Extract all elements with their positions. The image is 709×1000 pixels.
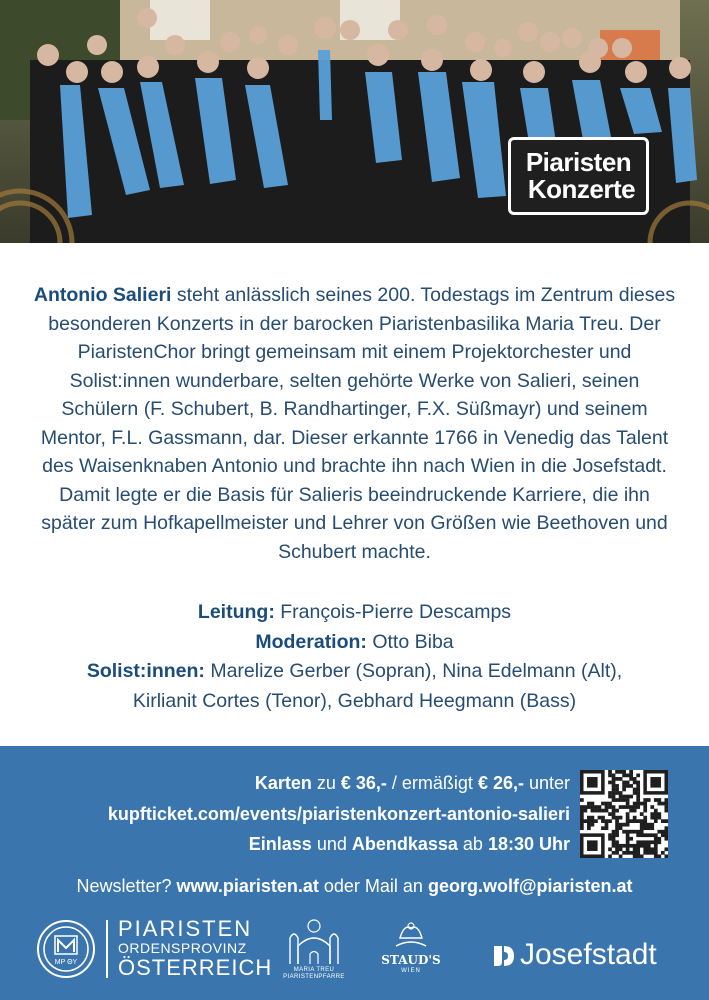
- leitung-value: François-Pierre Descamps: [274, 601, 512, 623]
- piaristen-seal-icon: [37, 920, 95, 978]
- josefstadt-wordmark: Josefstadt: [520, 938, 657, 971]
- intro-text: steht anlässlich seines 200. Todestags im Zentrum dieses besonderen Konzerts in der barocken Piaristenbasilika Maria Treu. Der PiaristenChor bringt gemeinsam mit einem Projektorchester und Solist:innen wunderbare, selten gehörte Werke von Salieri, seinen Schülern (F. Schubert, B. Randhartinger, F.X. Süßmayr) und seinem Mentor, F.L. Gassmann, dar. Dieser erkannte 1766 in Venedig das Talent des Waisenknaben Antonio und brachte ihn nach Wien in die Josefstadt. Damit legte er die Basis für Salieris beeindruckende Karriere, die ihn später zum Hofkapellmeister und Lehrer von Größen wie Beethoven und Schubert machte.: [40, 284, 676, 563]
- karten-under: unter: [523, 773, 570, 793]
- church-graphic: [282, 916, 346, 968]
- credits: [30, 598, 679, 716]
- ticket-footer: [0, 746, 709, 1000]
- einlass-label: Einlass: [248, 834, 312, 854]
- karten-label: Karten: [254, 773, 312, 793]
- seal-graphic: [39, 922, 93, 976]
- newsletter-prefix: Newsletter?: [76, 876, 177, 896]
- josefstadt-emblem-icon: [490, 942, 518, 970]
- qr-code-icon[interactable]: [580, 770, 668, 858]
- maria-treu-label: [276, 967, 352, 981]
- stauds-graphic: [386, 918, 436, 954]
- ticket-price-line: [108, 768, 570, 799]
- josefstadt-graphic: [490, 942, 518, 970]
- website-link[interactable]: www.piaristen.at: [176, 876, 319, 896]
- abendkassa-text: ab: [457, 834, 488, 854]
- email-link[interactable]: georg.wolf@piaristen.at: [427, 876, 633, 896]
- stauds-city: WIEN: [401, 968, 421, 974]
- credit-solisten: [30, 657, 679, 687]
- solisten-line-1: Marelize Gerber (Sopran), Nina Edelmann (Alt),: [204, 660, 623, 682]
- ticket-url-link[interactable]: kupfticket.com/events/piaristenkonzert-antonio-salieri: [107, 803, 570, 824]
- abendkassa-label: Abendkassa: [351, 834, 458, 854]
- newsletter-middle: oder Mail an: [318, 876, 428, 896]
- price-regular: € 36,-: [340, 773, 387, 793]
- brand-line-1: Piaristen: [525, 147, 632, 177]
- einlass-and: und: [311, 834, 352, 854]
- qr-code-graphic: [580, 770, 668, 858]
- maria-treu-line-2: PIARISTENPFARRE: [283, 974, 345, 980]
- logo-divider: [106, 920, 108, 978]
- seal-text: MP ΘY: [54, 959, 78, 966]
- piaristen-wordmark: [118, 918, 272, 979]
- sponsor-logos: [0, 916, 709, 1000]
- piaristen-line-1: PIARISTEN: [118, 916, 253, 941]
- price-separator: / ermäßigt: [386, 773, 478, 793]
- choir-photo: [0, 0, 709, 243]
- maria-treu-line-1: MARIA TREU: [293, 967, 335, 973]
- leitung-label: Leitung:: [197, 601, 275, 623]
- credit-moderation: [30, 628, 679, 658]
- entry-line: [108, 829, 570, 860]
- credit-leitung: [30, 598, 679, 628]
- piaristen-line-3: ÖSTERREICH: [118, 955, 273, 980]
- price-reduced: € 26,-: [477, 773, 524, 793]
- ticket-info: [108, 768, 570, 860]
- composer-name: Antonio Salieri: [33, 284, 172, 306]
- karten-text: zu: [311, 773, 341, 793]
- solisten-line-2: Kirlianit Cortes (Tenor), Gebhard Heegmann (Bass): [132, 689, 577, 712]
- intro-paragraph: [30, 281, 679, 566]
- piaristen-konzerte-logo: [508, 137, 649, 215]
- abendkassa-time: 18:30 Uhr: [487, 834, 570, 854]
- ticket-url-line: [108, 799, 570, 830]
- newsletter-line: [0, 876, 709, 897]
- moderation-label: Moderation:: [255, 630, 367, 653]
- moderation-value: Otto Biba: [366, 630, 454, 653]
- credit-solisten-2: [30, 687, 679, 717]
- brand-line-2: Konzerte: [527, 174, 636, 204]
- solisten-label: Solist:innen:: [86, 660, 205, 682]
- piaristen-line-2: ORDENSPROVINZ: [118, 940, 247, 956]
- stauds-name: STAUD'S: [381, 953, 441, 967]
